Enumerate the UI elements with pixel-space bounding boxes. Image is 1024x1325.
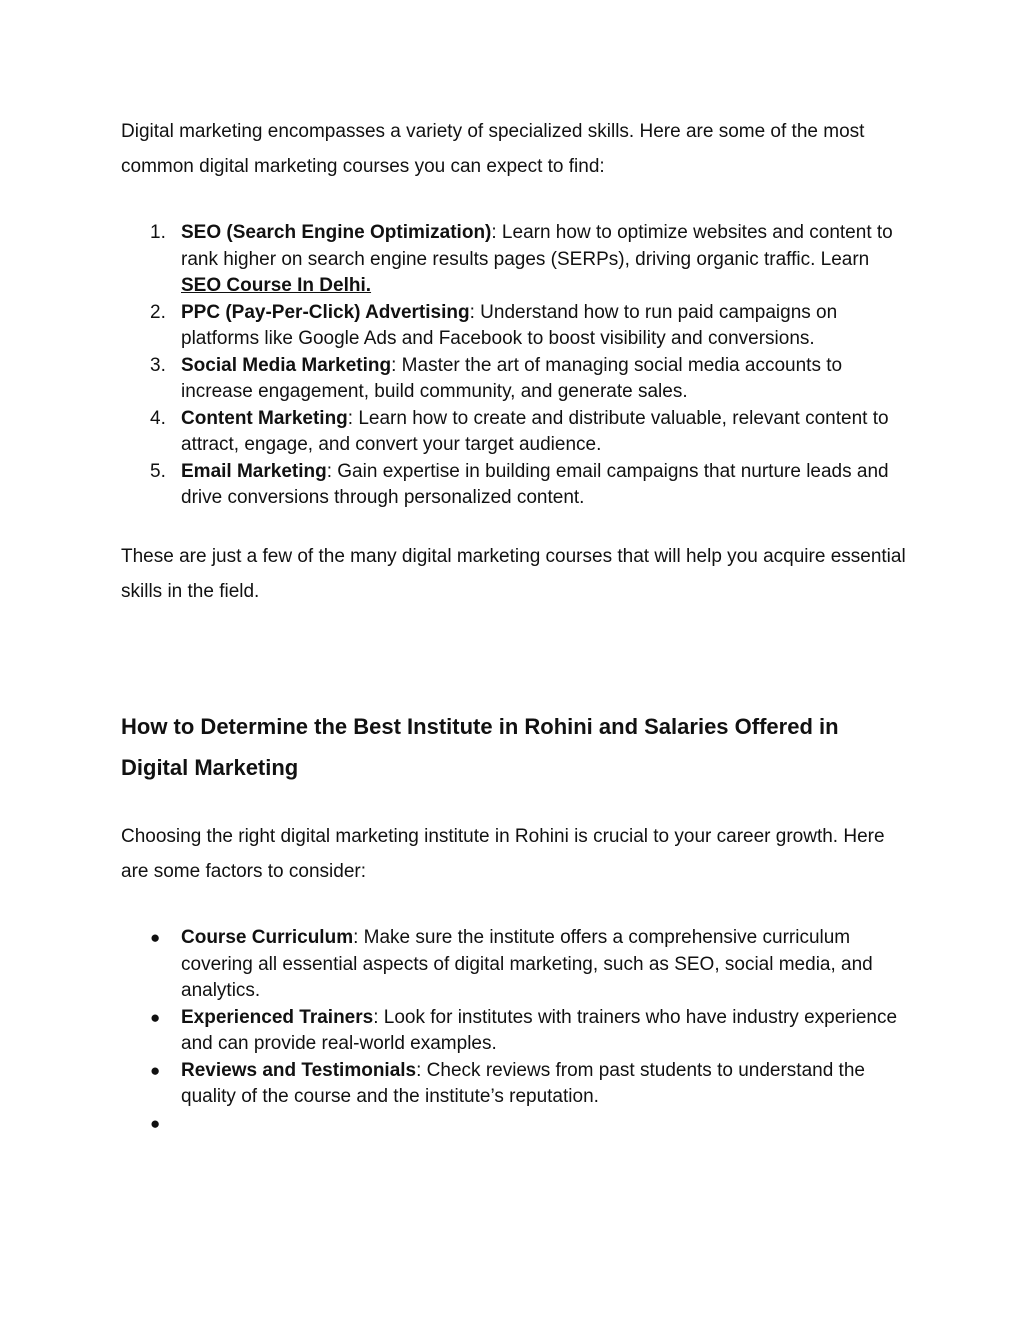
seo-course-link[interactable]: SEO Course In Delhi. bbox=[181, 275, 372, 296]
list-item bbox=[121, 300, 911, 353]
course-description: : Gain expertise in building email campaigns that nurture leads and drive conversions through personalized content. bbox=[181, 460, 889, 508]
factor-title: Experienced Trainers bbox=[181, 1006, 374, 1028]
list-item bbox=[121, 459, 911, 512]
bullet-icon: ● bbox=[150, 928, 161, 947]
list-item bbox=[121, 1111, 911, 1138]
bullet-icon: ● bbox=[150, 1007, 161, 1027]
courses-summary-paragraph: These are just a few of the many digital marketing courses that will help you acquire essential skills in the field. bbox=[121, 546, 906, 602]
factor-title: Reviews and Testimonials bbox=[181, 1059, 417, 1081]
course-title: SEO (Search Engine Optimization) bbox=[181, 222, 492, 243]
bullet-icon: ● bbox=[150, 1060, 161, 1080]
list-number: 4. bbox=[150, 407, 166, 429]
list-number: 5. bbox=[150, 460, 166, 482]
section-intro-paragraph: Choosing the right digital marketing institute in Rohini is crucial to your career growth. Here are some factors to consider: bbox=[121, 826, 885, 882]
list-item bbox=[121, 1005, 911, 1058]
intro-paragraph: Digital marketing encompasses a variety of specialized skills. Here are some of the most common digital marketing courses you can expect to find: bbox=[121, 121, 865, 177]
bullet-icon: ● bbox=[150, 1113, 161, 1133]
course-description: : Learn how to create and distribute valuable, relevant content to attract, engage, and convert your target audience. bbox=[181, 407, 889, 455]
section-heading: How to Determine the Best Institute in Rohini and Salaries Offered in Digital Marketing bbox=[121, 714, 839, 780]
list-item bbox=[121, 406, 911, 459]
list-number: 1. bbox=[150, 222, 166, 243]
course-description: : Master the art of managing social media accounts to increase engagement, build community, and generate sales. bbox=[181, 354, 843, 402]
factor-description: : Look for institutes with trainers who have industry experience and can provide real-world examples. bbox=[181, 1006, 898, 1054]
course-description: : Learn how to optimize websites and content to rank higher on search engine results pages (SERPs), driving organic traffic. Learn bbox=[181, 222, 893, 270]
list-number: 2. bbox=[150, 301, 166, 323]
course-title: Content Marketing bbox=[181, 407, 348, 429]
factor-description: : Check reviews from past students to understand the quality of the course and the institute’s reputation. bbox=[181, 1059, 865, 1107]
list-item bbox=[121, 353, 911, 406]
list-item bbox=[121, 1058, 911, 1111]
course-title: Email Marketing bbox=[181, 460, 327, 482]
list-item bbox=[121, 220, 911, 300]
factors-list bbox=[121, 925, 911, 1137]
course-title: Social Media Marketing bbox=[181, 354, 392, 376]
list-item bbox=[121, 925, 911, 1005]
factor-title: Course Curriculum bbox=[181, 927, 354, 948]
factor-description: : Make sure the institute offers a comprehensive curriculum covering all essential aspects of digital marketing, such as SEO, social media, and analytics. bbox=[181, 927, 873, 1001]
course-description: : Understand how to run paid campaigns on platforms like Google Ads and Facebook to boost visibility and conversions. bbox=[181, 301, 838, 349]
courses-list bbox=[121, 220, 911, 512]
course-title: PPC (Pay-Per-Click) Advertising bbox=[181, 301, 470, 323]
list-number: 3. bbox=[150, 354, 166, 376]
